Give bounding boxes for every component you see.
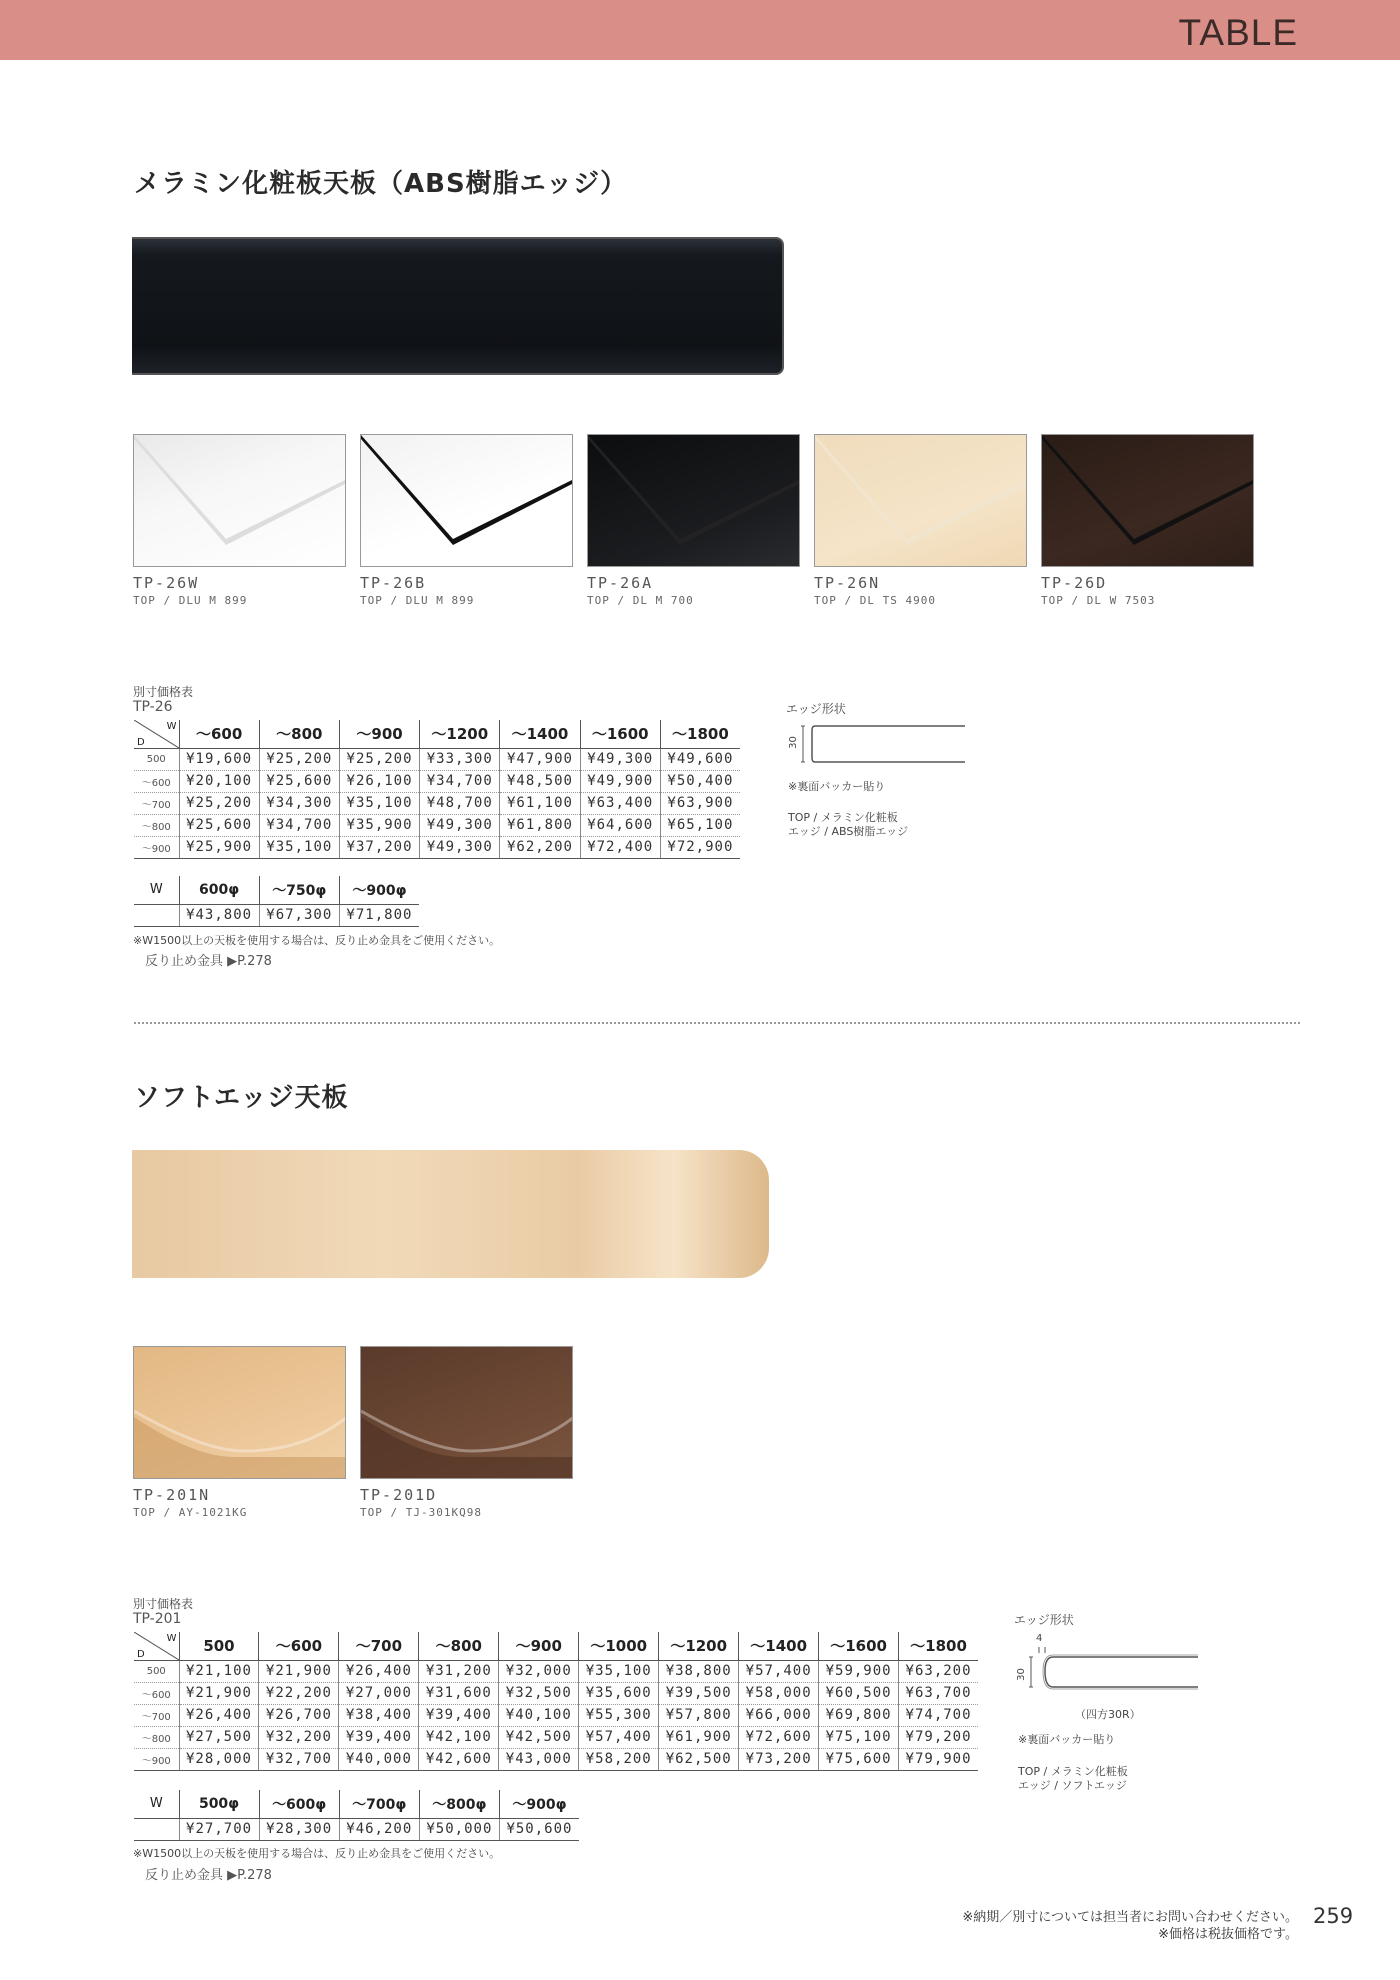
price-cell: ¥22,200 [259,1682,339,1704]
price-cell: ¥39,500 [659,1682,739,1704]
price-cell: ¥64,600 [580,814,660,836]
round-column-header: 〜900φ [499,1790,579,1818]
column-header: 〜1000 [579,1632,659,1660]
price-cell: ¥34,300 [259,792,339,814]
section2-edge-spec1: TOP / メラミン化粧板 [1018,1765,1128,1778]
price-cell: ¥49,300 [580,748,660,770]
swatch-tp-26b [360,434,573,567]
section2-edge-dim: 30 [1015,1668,1027,1681]
price-cell: ¥61,800 [500,814,580,836]
swatch-code: TP-26A [587,574,654,592]
round-column-header: 〜750φ [259,876,339,904]
price-cell: ¥27,500 [179,1726,259,1748]
section1-banner-image [132,237,784,375]
swatch-material: TOP / DLU M 899 [133,594,248,607]
swatch-material: TOP / AY-1021KG [133,1506,248,1519]
row-header: 〜900 [134,836,179,858]
column-header: 〜1400 [739,1632,819,1660]
price-cell: ¥38,800 [659,1660,739,1682]
price-cell: ¥25,600 [259,770,339,792]
price-cell: ¥48,700 [420,792,500,814]
price-cell: ¥61,100 [500,792,580,814]
swatch-tp-26a [587,434,800,567]
section1-edge-dim: 30 [787,736,799,749]
round-empty [134,904,179,926]
column-header: 〜600 [179,720,259,748]
table-row [134,1726,978,1748]
column-header: 〜600 [259,1632,339,1660]
price-cell: ¥21,100 [179,1660,259,1682]
section2-edge-note: ※裏面バッカー貼り [1018,1733,1116,1746]
price-cell: ¥75,600 [819,1748,899,1770]
price-cell: ¥31,200 [419,1660,499,1682]
row-header: 〜800 [134,1726,179,1748]
price-cell: ¥72,400 [580,836,660,858]
price-cell: ¥62,200 [500,836,580,858]
price-cell: ¥39,400 [419,1704,499,1726]
table-row [134,1704,978,1726]
round-price-cell: ¥27,700 [179,1818,259,1840]
price-cell: ¥35,100 [259,836,339,858]
row-header: 〜700 [134,792,179,814]
swatch-tp-26d [1041,434,1254,567]
table-row [134,1748,978,1770]
swatch-material: TOP / DLU M 899 [360,594,475,607]
price-cell: ¥40,000 [339,1748,419,1770]
header-title: TABLE [1178,12,1298,53]
price-cell: ¥63,200 [899,1660,978,1682]
price-cell: ¥58,000 [739,1682,819,1704]
section1-edge-spec2: エッジ / ABS樹脂エッジ [788,825,909,838]
section2-edge-diagram [1013,1645,1203,1695]
round-column-header: 〜900φ [339,876,419,904]
price-cell: ¥32,700 [259,1748,339,1770]
price-cell: ¥33,300 [420,748,500,770]
price-cell: ¥40,100 [499,1704,579,1726]
price-cell: ¥35,900 [339,814,419,836]
section2-note: ※W1500以上の天板を使用する場合は、反り止め金具をご使用ください。 [133,1847,501,1860]
column-header: 〜1800 [899,1632,978,1660]
swatch-tp-26w [133,434,346,567]
price-cell: ¥63,400 [580,792,660,814]
section2-edge-title: エッジ形状 [1014,1613,1074,1627]
round-price-cell: ¥46,200 [339,1818,419,1840]
price-cell: ¥28,000 [179,1748,259,1770]
column-header: 〜1600 [580,720,660,748]
row-header: 〜900 [134,1748,179,1770]
price-cell: ¥42,500 [499,1726,579,1748]
section2-link[interactable]: 反り止め金具 ▶P.278 [145,1868,272,1883]
row-header: 〜600 [134,770,179,792]
swatch-code: TP-26N [814,574,881,592]
round-label: W [134,876,179,904]
price-cell: ¥57,400 [579,1726,659,1748]
round-column-header: 〜700φ [339,1790,419,1818]
round-column-header: 〜800φ [419,1790,499,1818]
column-header: 〜900 [339,720,419,748]
price-cell: ¥63,900 [660,792,740,814]
swatch-code: TP-201N [133,1486,211,1504]
price-cell: ¥25,600 [179,814,259,836]
price-cell: ¥74,700 [899,1704,978,1726]
price-cell: ¥58,200 [579,1748,659,1770]
table-row [134,814,740,836]
price-cell: ¥79,200 [899,1726,978,1748]
section1-price-model: TP-26 [133,699,173,715]
price-cell: ¥39,400 [339,1726,419,1748]
price-cell: ¥73,200 [739,1748,819,1770]
price-cell: ¥50,400 [660,770,740,792]
round-column-header: 600φ [179,876,259,904]
price-cell: ¥60,500 [819,1682,899,1704]
price-cell: ¥26,400 [339,1660,419,1682]
section1-price-label: 別寸価格表 [133,685,194,699]
price-cell: ¥27,000 [339,1682,419,1704]
price-cell: ¥69,800 [819,1704,899,1726]
table-corner: W D [134,720,179,748]
price-cell: ¥43,000 [499,1748,579,1770]
swatch-tp-26n [814,434,1027,567]
header-bar [0,0,1400,60]
row-header: 〜700 [134,1704,179,1726]
swatch-code: TP-201D [360,1486,438,1504]
table-row [134,1660,978,1682]
price-cell: ¥38,400 [339,1704,419,1726]
price-cell: ¥42,100 [419,1726,499,1748]
price-cell: ¥72,600 [739,1726,819,1748]
round-column-header: 〜600φ [259,1790,339,1818]
round-price-cell: ¥67,300 [259,904,339,926]
section1-price-table [134,720,740,859]
price-cell: ¥63,700 [899,1682,978,1704]
round-price-cell: ¥50,600 [499,1818,579,1840]
round-price-cell: ¥71,800 [339,904,419,926]
section-divider [134,1022,1300,1024]
table-corner: W D [134,1632,179,1660]
price-cell: ¥32,200 [259,1726,339,1748]
swatch-material: TOP / DL W 7503 [1041,594,1156,607]
price-cell: ¥34,700 [259,814,339,836]
column-header: 〜700 [339,1632,419,1660]
price-cell: ¥26,400 [179,1704,259,1726]
section1-edge-diagram [785,722,970,766]
section2-price-label: 別寸価格表 [133,1597,194,1611]
price-cell: ¥26,700 [259,1704,339,1726]
price-cell: ¥57,400 [739,1660,819,1682]
section2-price-table [134,1632,978,1771]
swatch-tp-201n [133,1346,346,1479]
price-cell: ¥21,900 [259,1660,339,1682]
row-header: 〜800 [134,814,179,836]
section2-edge-caption: （四方30R） [1075,1708,1141,1721]
price-cell: ¥31,600 [419,1682,499,1704]
round-price-cell: ¥50,000 [419,1818,499,1840]
row-header: 〜600 [134,1682,179,1704]
price-cell: ¥26,100 [339,770,419,792]
price-cell: ¥25,900 [179,836,259,858]
column-header: 〜800 [419,1632,499,1660]
price-cell: ¥72,900 [660,836,740,858]
swatch-material: TOP / TJ-301KQ98 [360,1506,482,1519]
price-cell: ¥47,900 [500,748,580,770]
price-cell: ¥25,200 [259,748,339,770]
section2-banner-image [132,1150,769,1278]
price-cell: ¥21,900 [179,1682,259,1704]
swatch-code: TP-26B [360,574,427,592]
price-cell: ¥75,100 [819,1726,899,1748]
price-cell: ¥66,000 [739,1704,819,1726]
price-cell: ¥35,600 [579,1682,659,1704]
section2-price-model: TP-201 [133,1611,182,1627]
page-number: 259 [1313,1904,1354,1928]
column-header: 〜1400 [500,720,580,748]
table-row [134,792,740,814]
column-header: 〜1600 [819,1632,899,1660]
price-cell: ¥49,300 [420,814,500,836]
swatch-material: TOP / DL TS 4900 [814,594,936,607]
section1-link[interactable]: 反り止め金具 ▶P.278 [145,954,272,969]
section2-title: ソフトエッジ天板 [134,1083,349,1113]
round-column-header: 500φ [179,1790,259,1818]
price-cell: ¥37,200 [339,836,419,858]
price-cell: ¥35,100 [339,792,419,814]
column-header: 〜800 [259,720,339,748]
section1-edge-spec1: TOP / メラミン化粧板 [788,811,898,824]
swatch-code: TP-26D [1041,574,1108,592]
price-cell: ¥32,000 [499,1660,579,1682]
round-price-cell: ¥43,800 [179,904,259,926]
price-cell: ¥65,100 [660,814,740,836]
price-cell: ¥62,500 [659,1748,739,1770]
price-cell: ¥19,600 [179,748,259,770]
round-empty [134,1818,179,1840]
swatch-code: TP-26W [133,574,200,592]
section2-edge-spec2: エッジ / ソフトエッジ [1018,1779,1127,1792]
column-header: 〜900 [499,1632,579,1660]
round-price-cell: ¥28,300 [259,1818,339,1840]
price-cell: ¥25,200 [339,748,419,770]
price-cell: ¥49,300 [420,836,500,858]
swatch-tp-201d [360,1346,573,1479]
footer-note-2: ※価格は税抜価格です。 [1158,1927,1298,1942]
price-cell: ¥25,200 [179,792,259,814]
section1-round-table [134,876,419,927]
section2-edge-dim-top: 4 [1036,1633,1043,1644]
swatch-material: TOP / DL M 700 [587,594,694,607]
section1-title: メラミン化粧板天板（ABS樹脂エッジ） [134,169,628,199]
price-cell: ¥59,900 [819,1660,899,1682]
section1-edge-title: エッジ形状 [786,702,846,716]
table-row [134,836,740,858]
table-row [134,770,740,792]
price-cell: ¥55,300 [579,1704,659,1726]
column-header: 〜1800 [660,720,740,748]
price-cell: ¥61,900 [659,1726,739,1748]
price-cell: ¥79,900 [899,1748,978,1770]
section1-edge-note: ※裏面バッカー貼り [788,780,886,793]
round-label: W [134,1790,179,1818]
column-header: 〜1200 [659,1632,739,1660]
column-header: 〜1200 [420,720,500,748]
table-row [134,748,740,770]
price-cell: ¥49,600 [660,748,740,770]
price-cell: ¥57,800 [659,1704,739,1726]
price-cell: ¥48,500 [500,770,580,792]
row-header: 500 [134,748,179,770]
price-cell: ¥49,900 [580,770,660,792]
column-header: 500 [179,1632,259,1660]
section1-note: ※W1500以上の天板を使用する場合は、反り止め金具をご使用ください。 [133,934,501,947]
price-cell: ¥35,100 [579,1660,659,1682]
price-cell: ¥42,600 [419,1748,499,1770]
price-cell: ¥32,500 [499,1682,579,1704]
row-header: 500 [134,1660,179,1682]
table-row [134,1682,978,1704]
price-cell: ¥34,700 [420,770,500,792]
section2-round-table [134,1790,579,1841]
price-cell: ¥20,100 [179,770,259,792]
footer-note-1: ※納期／別寸については担当者にお問い合わせください。 [962,1910,1298,1925]
